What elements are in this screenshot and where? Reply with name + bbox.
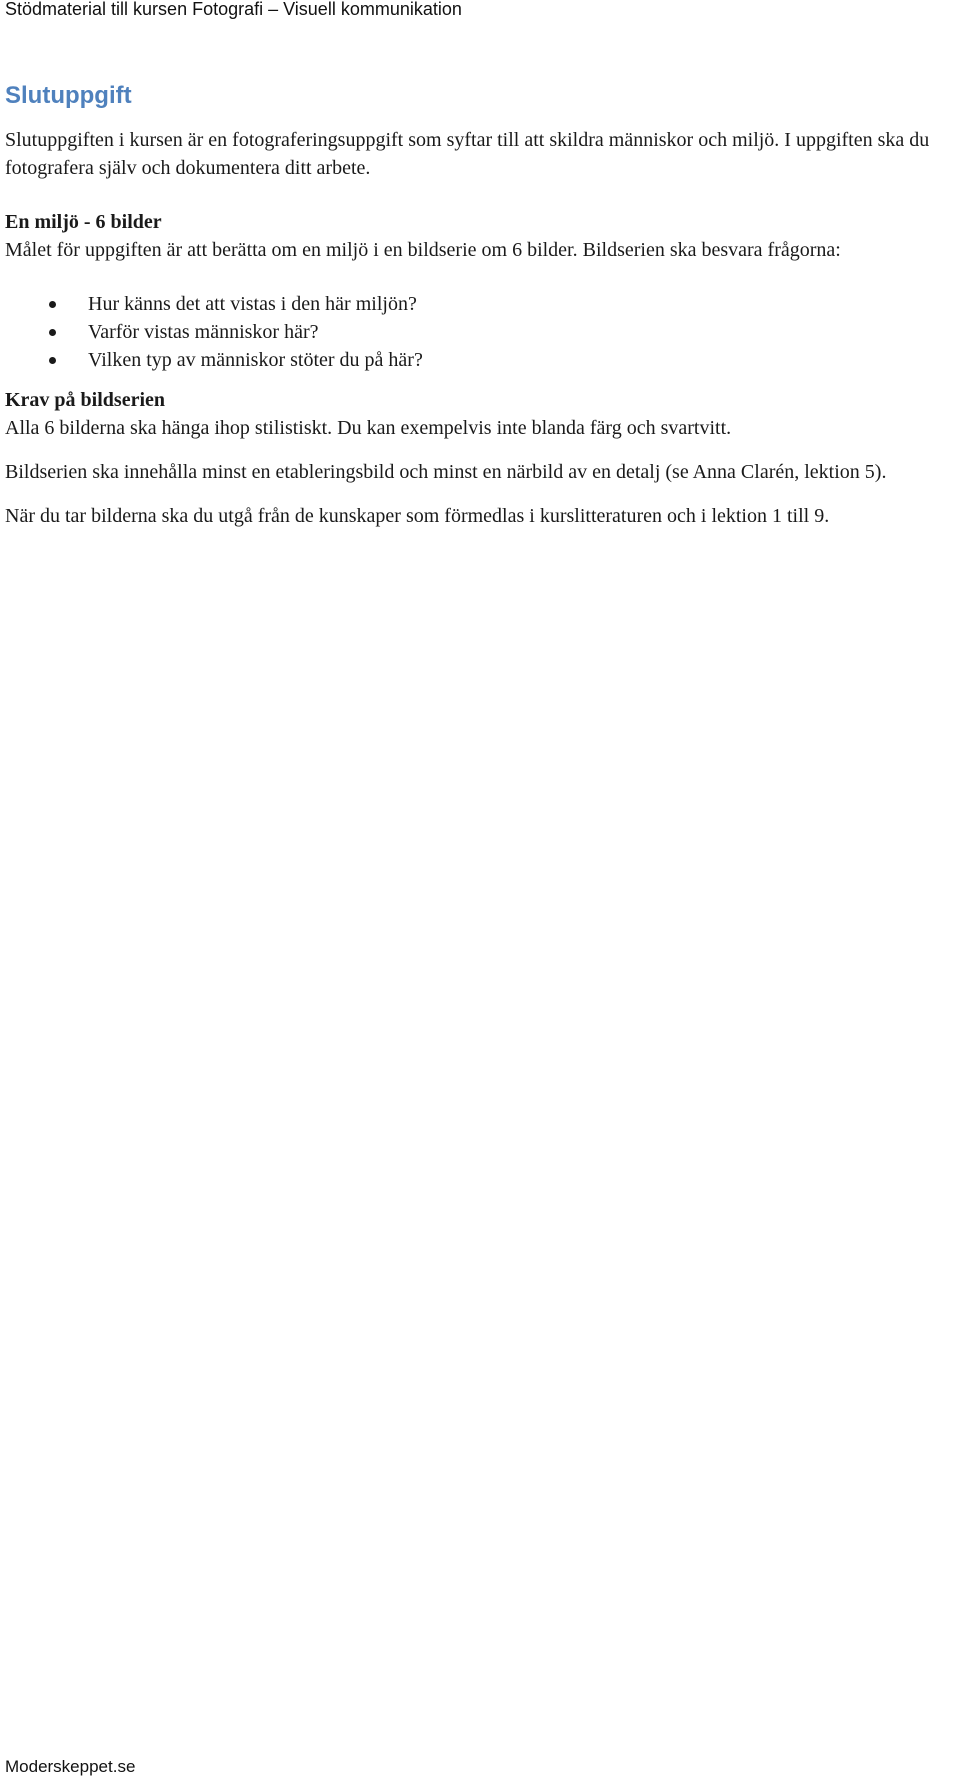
list-item	[5, 318, 955, 346]
page-header: Stödmaterial till kursen Fotografi – Visuell kommunikation	[5, 0, 462, 19]
requirements-paragraph-3: När du tar bilderna ska du utgå från de kunskaper som förmedlas i kurslitteraturen och i lektion 1 till 9.	[5, 505, 830, 527]
list-item-text: Vilken typ av människor stöter du på här?	[88, 349, 423, 371]
list-item-text: Hur känns det att vistas i den här miljön?	[88, 293, 417, 315]
bullet-icon	[49, 301, 56, 308]
environment-paragraph: Målet för uppgiften är att berätta om en miljö i en bildserie om 6 bilder. Bildserien ska besvara frågorna:	[5, 239, 841, 261]
page-title: Slutuppgift	[5, 82, 132, 109]
question-list	[5, 290, 955, 374]
list-item-text: Varför vistas människor här?	[88, 321, 319, 343]
page-footer: Moderskeppet.se	[5, 1757, 136, 1776]
section-heading-requirements: Krav på bildserien	[5, 389, 166, 411]
document-body	[5, 80, 955, 530]
list-item	[5, 346, 955, 374]
bullet-icon	[49, 329, 56, 336]
requirements-paragraph-1: Alla 6 bilderna ska hänga ihop stilistiskt. Du kan exempelvis inte blanda färg och svartvitt.	[5, 417, 732, 439]
bullet-icon	[49, 357, 56, 364]
list-item	[5, 290, 955, 318]
section-heading-environment: En miljö - 6 bilder	[5, 211, 162, 233]
intro-paragraph: Slutuppgiften i kursen är en fotograferingsuppgift som syftar till att skildra människor och miljö. I uppgiften ska du fotografera själv och dokumentera ditt arbete.	[5, 129, 930, 179]
requirements-paragraph-2: Bildserien ska innehålla minst en etableringsbild och minst en närbild av en detalj (se Anna Clarén, lektion 5).	[5, 461, 887, 483]
